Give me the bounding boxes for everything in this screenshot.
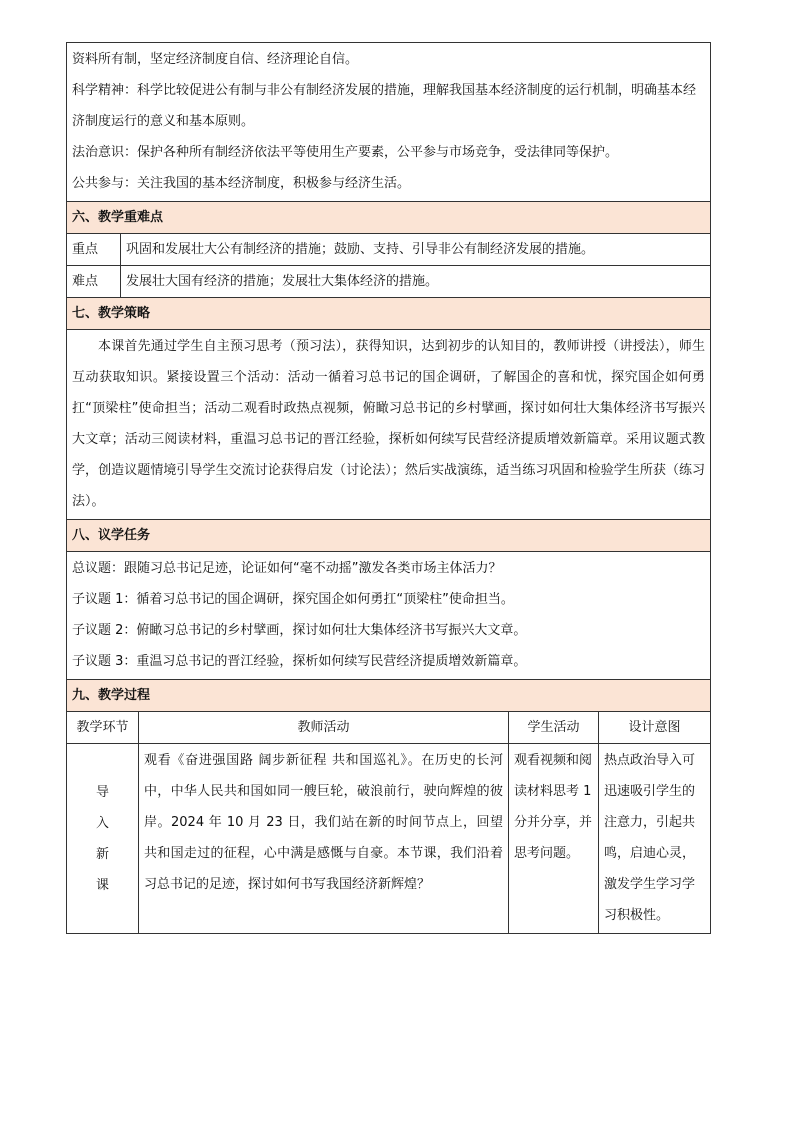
stage-char: 课 [95, 877, 109, 893]
lesson-plan-page [66, 42, 710, 934]
section-6-title: 六、教学重难点 [67, 202, 711, 234]
student-activity-cell: 观看视频和阅读材料思考 1 分并分享，并思考问题。 [509, 744, 599, 934]
section-8-title: 八、议学任务 [67, 520, 711, 552]
sub-topic-1-text: 子议题 1：循着习总书记的国企调研，探究国企如何勇扛“顶梁柱”使命担当。 [72, 592, 514, 607]
difficulty-text: 发展壮大国有经济的措施；发展壮大集体经济的措施。 [121, 266, 711, 298]
sub-topic-3-text: 子议题 3：重温习总书记的晋江经验，探析如何续写民营经济提质增效新篇章。 [72, 654, 527, 669]
process-row-intro [67, 744, 711, 934]
key-point-label: 重点 [67, 234, 121, 266]
stage-char: 导 [95, 784, 109, 800]
science-spirit-text: 科学精神：科学比较促进公有制与非公有制经济发展的措施，理解我国基本经济制度的运行机制，明确基本经济制度运行的意义和基本原则。 [72, 83, 697, 129]
col-header-teacher: 教师活动 [139, 712, 509, 744]
key-point-text: 巩固和发展壮大公有制经济的措施；鼓励、支持、引导非公有制经济发展的措施。 [121, 234, 711, 266]
main-topic-text: 总议题：跟随习总书记足迹，论证如何“毫不动摇”激发各类市场主体活力？ [72, 561, 502, 576]
strategy-row [67, 330, 711, 520]
process-header-row [67, 712, 711, 744]
difficulty-label: 难点 [67, 266, 121, 298]
intro-line: 资料所有制，坚定经济制度自信、经济理论自信。 [72, 52, 359, 67]
public-participation-text: 公共参与：关注我国的基本经济制度，积极参与经济生活。 [72, 176, 411, 191]
teaching-strategy-text: 本课首先通过学生自主预习思考（预习法），获得知识，达到初步的认知目的，教师讲授（讲授法），师生互动获取知识。紧接设置三个活动：活动一循着习总书记的国企调研，了解国企的喜和忧，探究国企如何勇扛“顶梁柱”使命担当；活动二观看时政热点视频，俯瞰习总书记的乡村擘画，探讨如何壮大集体经济书写振兴大文章；活动三阅读材料，重温习总书记的晋江经验，探析如何续写民营经济提质增效新篇章。采用议题式教学，创造议题情境引导学生交流讨论获得启发（讨论法）；然后实战演练，适当练习巩固和检验学生所获（练习法）。 [72, 339, 706, 509]
stage-cell [67, 744, 139, 934]
rule-of-law-text: 法治意识：保护各种所有制经济依法平等使用生产要素，公平参与市场竞争，受法律同等保护。 [72, 145, 619, 160]
col-header-student: 学生活动 [509, 712, 599, 744]
sub-topic-2-text: 子议题 2：俯瞰习总书记的乡村擘画，探讨如何壮大集体经济书写振兴大文章。 [72, 623, 527, 638]
section-7-title: 七、教学策略 [67, 298, 711, 330]
design-intent-cell: 热点政治导入可迅速吸引学生的注意力，引起共鸣，启迪心灵，激发学生学习学习积极性。 [599, 744, 711, 934]
section-8-header-row [67, 520, 711, 552]
difficulty-row [67, 266, 711, 298]
section-6-header-row [67, 202, 711, 234]
key-point-row [67, 234, 711, 266]
stage-char: 新 [95, 846, 109, 862]
tasks-row [67, 552, 711, 680]
teacher-activity-cell: 观看《奋进强国路 阔步新征程 共和国巡礼》。在历史的长河中，中华人民共和国如同一艘巨轮，破浪前行，驶向辉煌的彼岸。2024 年 10 月 23 日，我们站在新的时间节点上，回望共和国走过的征程，心中满是感慨与自豪。本节课，我们沿着习总书记的足迹，探讨如何书写我国经济新辉煌？ [139, 744, 509, 934]
section-9-title: 九、教学过程 [67, 680, 711, 712]
col-header-intent: 设计意图 [599, 712, 711, 744]
section-7-header-row [67, 298, 711, 330]
section-9-header-row [67, 680, 711, 712]
intro-row [67, 43, 711, 202]
col-header-stage: 教学环节 [67, 712, 139, 744]
stage-char: 入 [95, 815, 109, 831]
core-literacy-block [67, 43, 711, 202]
lesson-plan-table [66, 42, 711, 934]
